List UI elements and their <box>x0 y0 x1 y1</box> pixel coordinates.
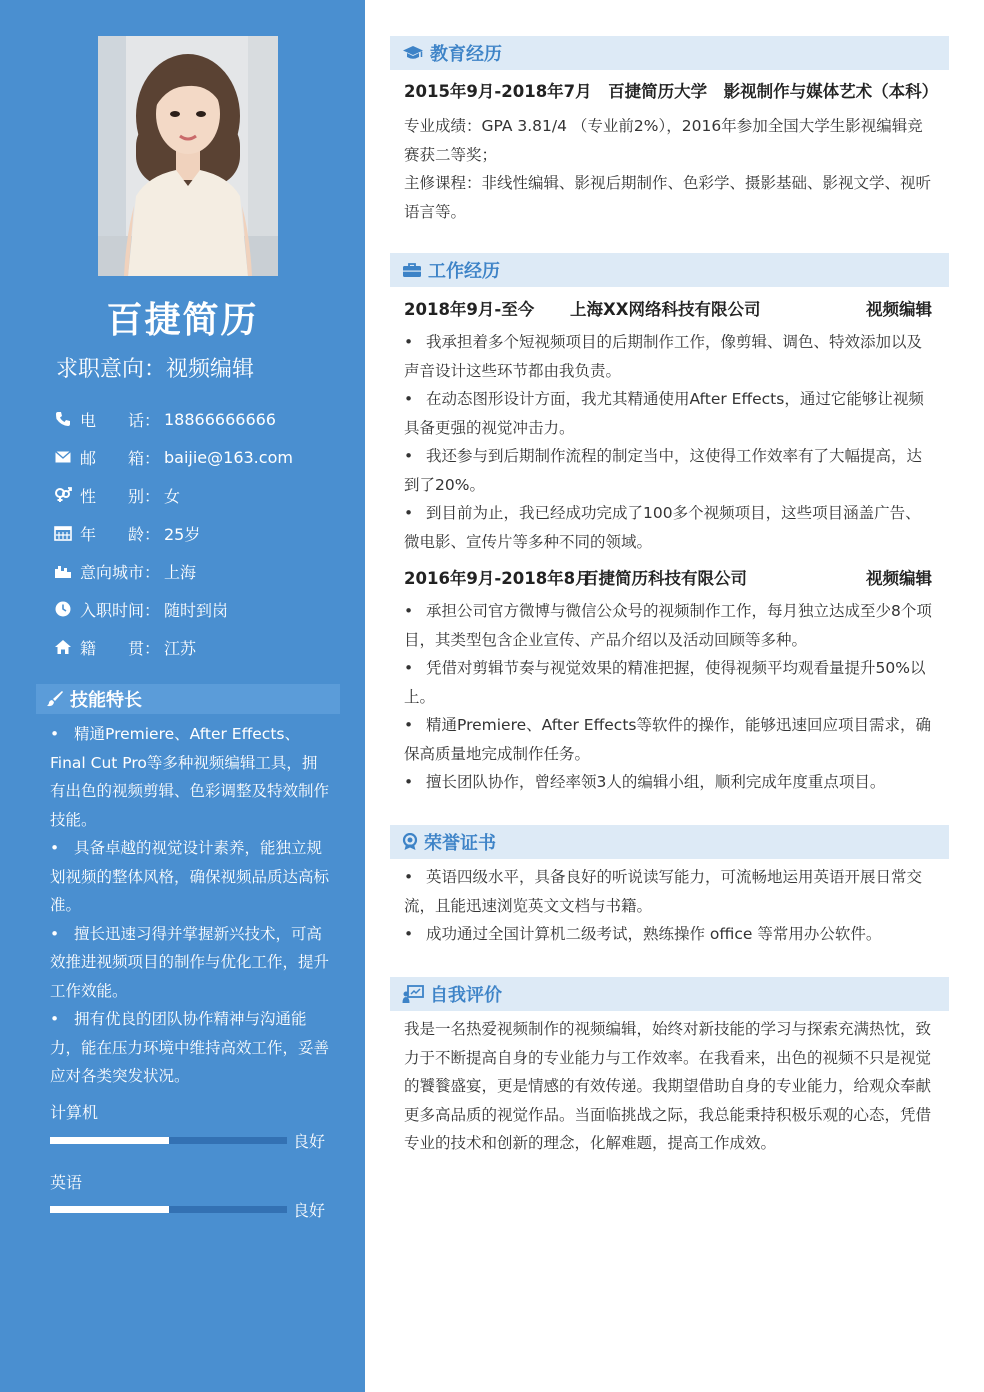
job-header <box>404 296 936 320</box>
city-icon <box>52 562 74 580</box>
info-label: 电 话： <box>80 410 161 430</box>
list-item: • 我承担着多个短视频项目的后期制作工作，像剪辑、调色、特效添加以及声音设计这些环节都由我负责。 <box>404 333 923 380</box>
duty-text: 到目前为止，我已经成功完成了100多个视频项目，这些项目涵盖广告、微电影、宣传片等多种不同的领域。 <box>404 504 921 551</box>
list-item: • 擅长迅速习得并掌握新兴技术，可高效推进视频项目的制作与优化工作，提升工作效能。 <box>50 924 330 1000</box>
duty-text: 我承担着多个短视频项目的后期制作工作，像剪辑、调色、特效添加以及声音设计这些环节都由我负责。 <box>404 333 923 380</box>
self-evaluation-section-header <box>390 977 949 1011</box>
info-label: 籍 贯： <box>80 638 161 658</box>
info-value: 上海 <box>164 562 197 582</box>
list-item: • 精通Premiere、After Effects等软件的操作，能够迅速回应项目需求，确保高质量地完成制作任务。 <box>404 716 931 763</box>
education-courses: 主修课程：非线性编辑、影视后期制作、色彩学、摄影基础、影视文学、视听语言等。 <box>404 174 932 221</box>
graduation-cap-icon <box>402 45 424 61</box>
info-row-phone <box>52 400 352 438</box>
info-value: 25岁 <box>164 524 201 544</box>
mail-icon <box>52 448 74 466</box>
job-header <box>404 565 936 589</box>
info-row-gender <box>52 476 352 514</box>
skill-text: 拥有优良的团队协作精神与沟通能力，能在压力环境中维持高效工作，妥善应对各类突发状况。 <box>50 1010 330 1085</box>
info-row-start <box>52 590 352 628</box>
job-duties-list <box>404 328 934 556</box>
honors-list <box>404 863 934 949</box>
info-label: 入职时间： <box>80 600 161 620</box>
award-icon <box>402 833 418 851</box>
skill-level-name: 计算机 <box>50 1103 99 1122</box>
gender-icon <box>52 486 74 504</box>
education-grades: 专业成绩：GPA 3.81/4 （专业前2%），2016年参加全国大学生影视编辑竞赛获二等奖； <box>404 117 923 164</box>
skills-title: 技能特长 <box>70 690 142 711</box>
education-headline: 2015年9月-2018年7月 百捷简历大学 影视制作与媒体艺术（本科） <box>404 82 939 101</box>
duty-text: 精通Premiere、After Effects等软件的操作，能够迅速回应项目需求，确保高质量地完成制作任务。 <box>404 716 931 763</box>
skill-text: 具备卓越的视觉设计素养，能独立规划视频的整体风格，确保视频品质达高标准。 <box>50 839 330 914</box>
skill-level-name: 英语 <box>50 1173 83 1192</box>
info-value: 18866666666 <box>164 409 276 429</box>
duty-text: 我还参与到后期制作流程的制定当中，这使得工作效率有了大幅提高，达到了20%。 <box>404 447 923 494</box>
info-value: 随时到岗 <box>164 600 229 620</box>
skill-text: 擅长迅速习得并掌握新兴技术，可高效推进视频项目的制作与优化工作，提升工作效能。 <box>50 924 330 1000</box>
list-item: • 承担公司官方微博与微信公众号的视频制作工作，每月独立达成至少8个项目，其类型包含企业宣传、产品介绍以及活动回顾等多种。 <box>404 602 932 649</box>
calendar-icon <box>52 524 74 542</box>
education-title: 教育经历 <box>430 44 502 65</box>
job-period: 2016年9月-2018年8月 <box>404 569 592 588</box>
skill-level-fill <box>50 1137 169 1144</box>
skill-level-value: 良好 <box>293 1201 326 1220</box>
skills-section-header <box>36 684 340 714</box>
list-item: • 成功通过全国计算机二级考试，熟练操作 office 等常用办公软件。 <box>404 925 882 943</box>
skill-level-value: 良好 <box>293 1132 326 1151</box>
job-company: 百捷简历科技有限公司 <box>582 569 747 588</box>
info-value: 女 <box>164 486 181 506</box>
list-item: • 拥有优良的团队协作精神与沟通能力，能在压力环境中维持高效工作，妥善应对各类突发状况。 <box>50 1010 330 1085</box>
duty-text: 擅长团队协作，曾经率领3人的编辑小组，顺利完成年度重点项目。 <box>426 773 886 791</box>
skill-level-fill <box>50 1206 169 1213</box>
job-intent: 求职意向：视频编辑 <box>56 357 255 382</box>
duty-text: 在动态图形设计方面，我尤其精通使用After Effects，通过它能够让视频具备更强的视觉冲击力。 <box>404 390 924 437</box>
info-row-hometown <box>52 628 352 666</box>
info-row-age <box>52 514 352 552</box>
list-item: • 在动态图形设计方面，我尤其精通使用After Effects，通过它能够让视频具备更强的视觉冲击力。 <box>404 390 924 437</box>
candidate-name: 百捷简历 <box>106 300 259 341</box>
skill-level-bar <box>50 1137 287 1144</box>
info-label: 邮 箱： <box>80 448 161 468</box>
self-evaluation-text: 我是一名热爱视频制作的视频编辑，始终对新技能的学习与探索充满热忱，致力于不断提高自身的专业能力与工作效率。在我看来，出色的视频不只是视觉的饕餮盛宴，更是情感的有效传递。我期望借助自身的专业能力，给观众奉献更多高品质的视觉作品。当面临挑战之际，我总能秉持积极乐观的心态，凭借专业的技术和创新的理念，化解难题，提高工作成效。 <box>404 1020 932 1152</box>
honor-text: 英语四级水平，具备良好的听说读写能力，可流畅地运用英语开展日常交流，且能迅速浏览英文文档与书籍。 <box>404 868 923 915</box>
work-section-header <box>390 253 949 287</box>
job-role: 视频编辑 <box>866 300 932 319</box>
skill-text: 精通Premiere、After Effects、Final Cut Pro等多种视频编辑工具，拥有出色的视频剪辑、色彩调整及特效制作技能。 <box>50 725 330 829</box>
info-row-city <box>52 552 352 590</box>
honor-text: 成功通过全国计算机二级考试，熟练操作 office 等常用办公软件。 <box>426 925 882 943</box>
duty-text: 承担公司官方微博与微信公众号的视频制作工作，每月独立达成至少8个项目，其类型包含企业宣传、产品介绍以及活动回顾等多种。 <box>404 602 932 649</box>
sidebar <box>0 0 365 1392</box>
job-company: 上海XX网络科技有限公司 <box>570 300 761 319</box>
honors-section-header <box>390 825 949 859</box>
info-value: 江苏 <box>164 638 197 658</box>
list-item: • 精通Premiere、After Effects、Final Cut Pro等多种视频编辑工具，拥有出色的视频剪辑、色彩调整及特效制作技能。 <box>50 725 330 829</box>
info-label: 意向城市： <box>80 562 161 582</box>
presenter-icon <box>402 985 424 1003</box>
skills-list <box>50 720 332 1091</box>
job-period: 2018年9月-至今 <box>404 300 535 319</box>
info-label: 性 别： <box>80 486 161 506</box>
list-item: • 擅长团队协作，曾经率领3人的编辑小组，顺利完成年度重点项目。 <box>404 773 886 791</box>
skill-level-bar <box>50 1206 287 1213</box>
list-item: • 我还参与到后期制作流程的制定当中，这使得工作效率有了大幅提高，达到了20%。 <box>404 447 923 494</box>
briefcase-icon <box>402 262 422 278</box>
job-role: 视频编辑 <box>866 569 932 588</box>
honors-title: 荣誉证书 <box>424 833 496 854</box>
home-icon <box>52 638 74 656</box>
duty-text: 凭借对剪辑节奏与视觉效果的精准把握，使得视频平均观看量提升50%以上。 <box>404 659 926 706</box>
clock-icon <box>52 600 74 618</box>
job-duties-list <box>404 597 934 797</box>
list-item: • 英语四级水平，具备良好的听说读写能力，可流畅地运用英语开展日常交流，且能迅速浏览英文文档与书籍。 <box>404 868 923 915</box>
info-label: 年 龄： <box>80 524 161 544</box>
profile-photo <box>98 36 278 276</box>
info-value: baijie@163.com <box>164 447 293 467</box>
personal-info-list <box>52 400 352 666</box>
brush-icon <box>46 690 64 708</box>
list-item: • 具备卓越的视觉设计素养，能独立规划视频的整体风格，确保视频品质达高标准。 <box>50 839 330 914</box>
phone-icon <box>52 410 74 428</box>
self-evaluation-title: 自我评价 <box>430 985 502 1006</box>
info-row-email <box>52 438 352 476</box>
education-section-header <box>390 36 949 70</box>
work-title: 工作经历 <box>428 261 500 282</box>
list-item: • 到目前为止，我已经成功完成了100多个视频项目，这些项目涵盖广告、微电影、宣传片等多种不同的领域。 <box>404 504 921 551</box>
list-item: • 凭借对剪辑节奏与视觉效果的精准把握，使得视频平均观看量提升50%以上。 <box>404 659 926 706</box>
